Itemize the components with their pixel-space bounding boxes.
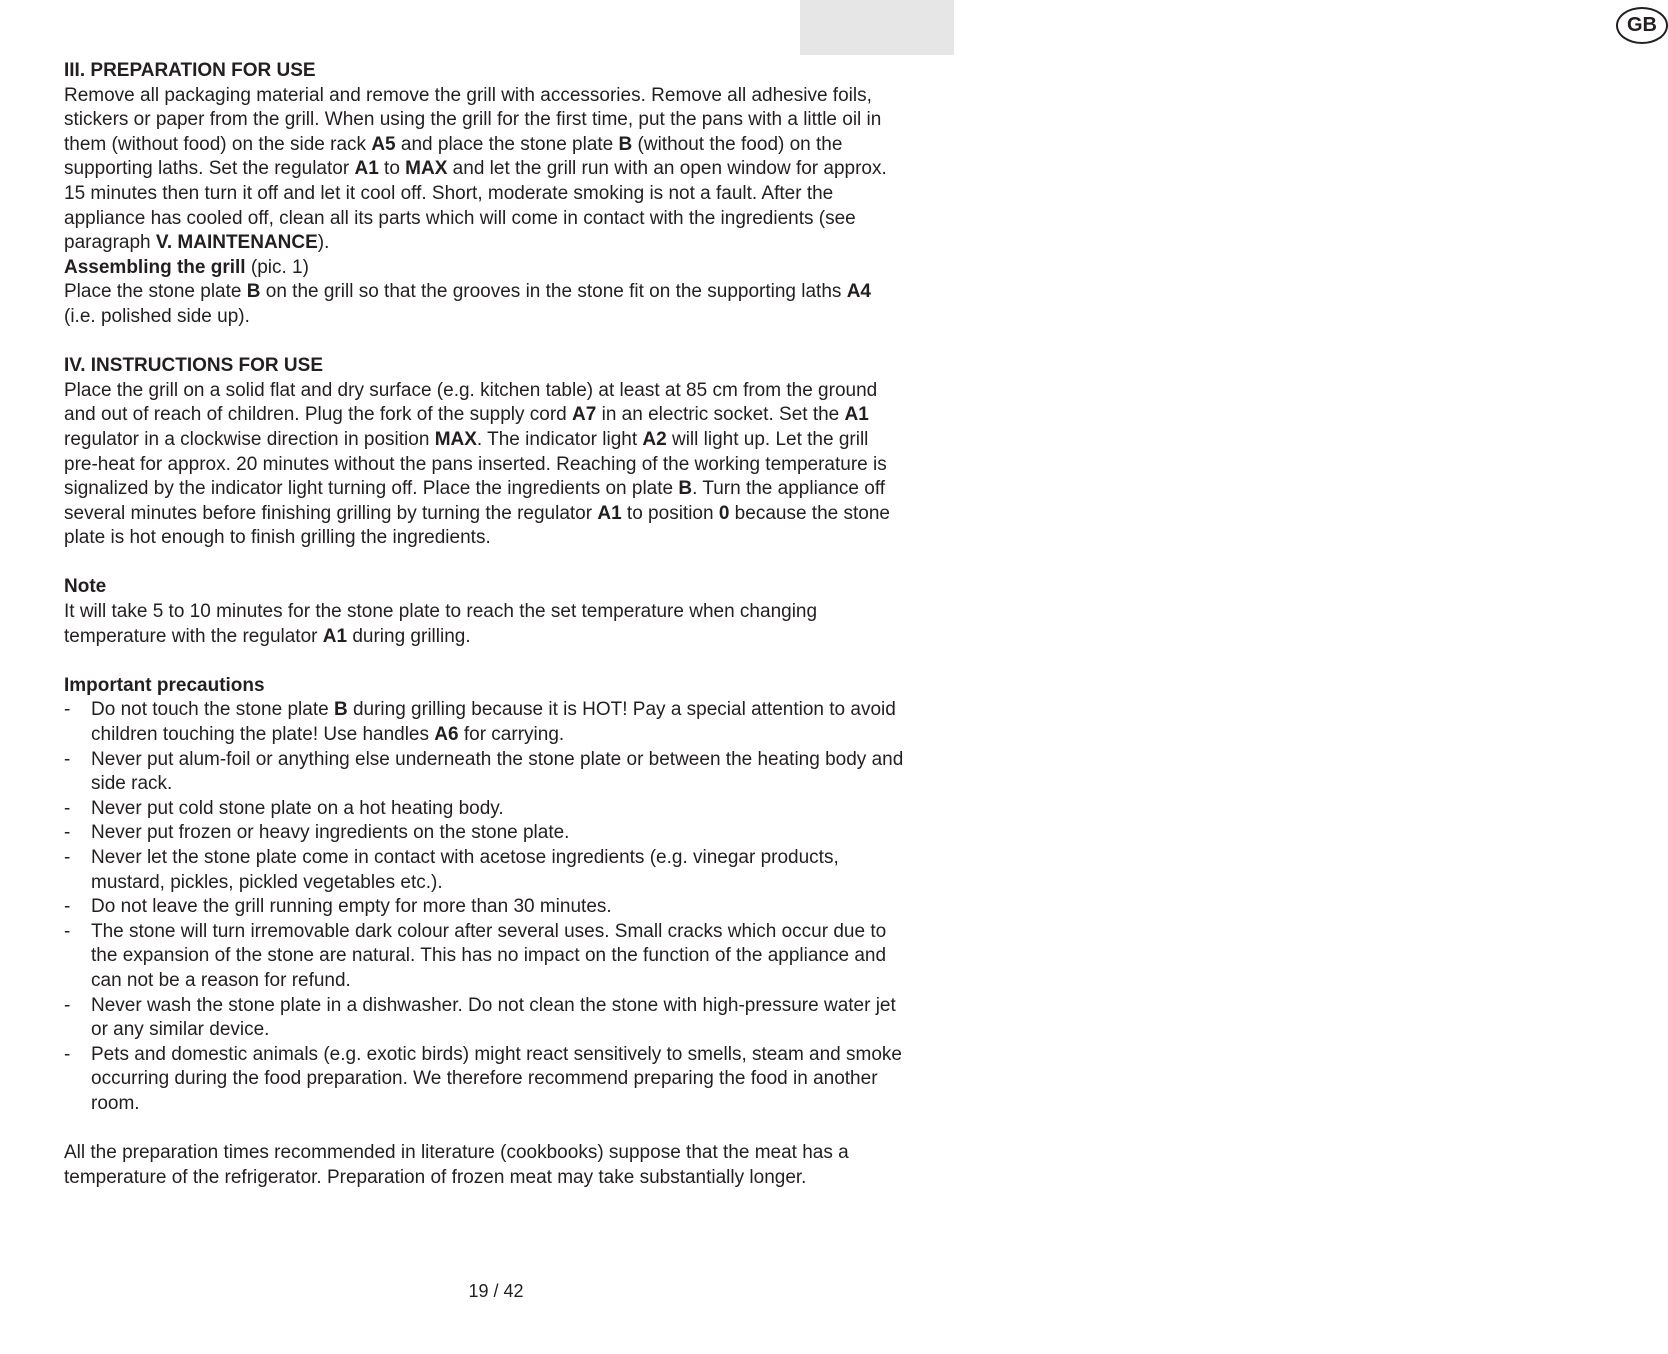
assembling-heading: Assembling the grill (pic. 1) xyxy=(64,256,309,278)
note-heading: Note xyxy=(64,576,107,598)
list-item: - Never let the stone plate come in contact with acetose ingredients (e.g. vinegar products, mustard, pickles, pickled vegetables etc.). xyxy=(64,847,839,893)
section-heading-preparation: III. PREPARATION FOR USE xyxy=(64,60,316,81)
note-paragraph: It will take 5 to 10 minutes for the stone plate to reach the set temperature when changing temperature with the regulator A1 during grilling. xyxy=(64,601,818,647)
list-item: - Never put alum-foil or anything else underneath the stone plate or between the heating body and side rack. xyxy=(64,748,904,795)
list-item: - Never put frozen or heavy ingredients on the stone plate. xyxy=(64,822,570,844)
preparation-paragraph: Remove all packaging material and remove the grill with accessories. Remove all adhesive foils, stickers or paper from the grill. When using the grill for the first time, put the pans with a little oil in them (without food) on the side rack A5 and place the stone plate B (without the food) on the supporting laths. Set the regulator A1 to MAX and let the grill run with an open window for approx. 15 minutes then turn it off and let it cool off. Short, moderate smoking is not a fault. After the appliance has cooled off, clean all its parts which will come in contact with the ingredients (see paragraph V. MAINTENANCE). xyxy=(64,84,887,254)
page-number: 19 / 42 xyxy=(468,1281,524,1301)
assembling-paragraph: Place the stone plate B on the grill so that the grooves in the stone fit on the supporting laths A4 (i.e. polished side up). xyxy=(64,281,871,327)
list-item: - Never wash the stone plate in a dishwasher. Do not clean the stone with high-pressure water jet or any similar device. xyxy=(64,994,896,1041)
closing-paragraph: All the preparation times recommended in literature (cookbooks) suppose that the meat has a temperature of the refrigerator. Preparation of frozen meat may take substantially longer. xyxy=(64,1142,849,1188)
language-tab xyxy=(800,0,1657,55)
language-badge: GB xyxy=(1616,7,1668,44)
section-heading-instructions: IV. INSTRUCTIONS FOR USE xyxy=(64,355,323,377)
list-item: - Pets and domestic animals (e.g. exotic birds) might react sensitively to smells, steam and smoke occurring during the food preparation. We therefore recommend preparing the food in another room. xyxy=(64,1043,902,1114)
document-body xyxy=(64,59,906,1190)
list-item: - The stone will turn irremovable dark colour after several uses. Small cracks which occur due to the expansion of the stone are natural. This has no impact on the function of the appliance and can not be a reason for refund. xyxy=(64,920,887,991)
list-item: - Do not touch the stone plate B during grilling because it is HOT! Pay a special attention to avoid children touching the plate! Use handles A6 for carrying. xyxy=(64,699,896,746)
instructions-paragraph: Place the grill on a solid flat and dry surface (e.g. kitchen table) at least at 85 cm from the ground and out of reach of children. Plug the fork of the supply cord A7 in an electric socket. Set the A1 regulator in a clockwise direction in position MAX. The indicator light A2 will light up. Let the grill pre-heat for approx. 20 minutes without the pans inserted. Reaching of the working temperature is signalized by the indicator light turning off. Place the ingredients on plate B. Turn the appliance off several minutes before finishing grilling by turning the regulator A1 to position 0 because the stone plate is hot enough to finish grilling the ingredients. xyxy=(64,379,890,549)
list-item: - Do not leave the grill running empty for more than 30 minutes. xyxy=(64,896,612,918)
precautions-list xyxy=(64,698,906,1116)
precautions-heading: Important precautions xyxy=(64,674,265,696)
list-item: - Never put cold stone plate on a hot heating body. xyxy=(64,797,504,819)
